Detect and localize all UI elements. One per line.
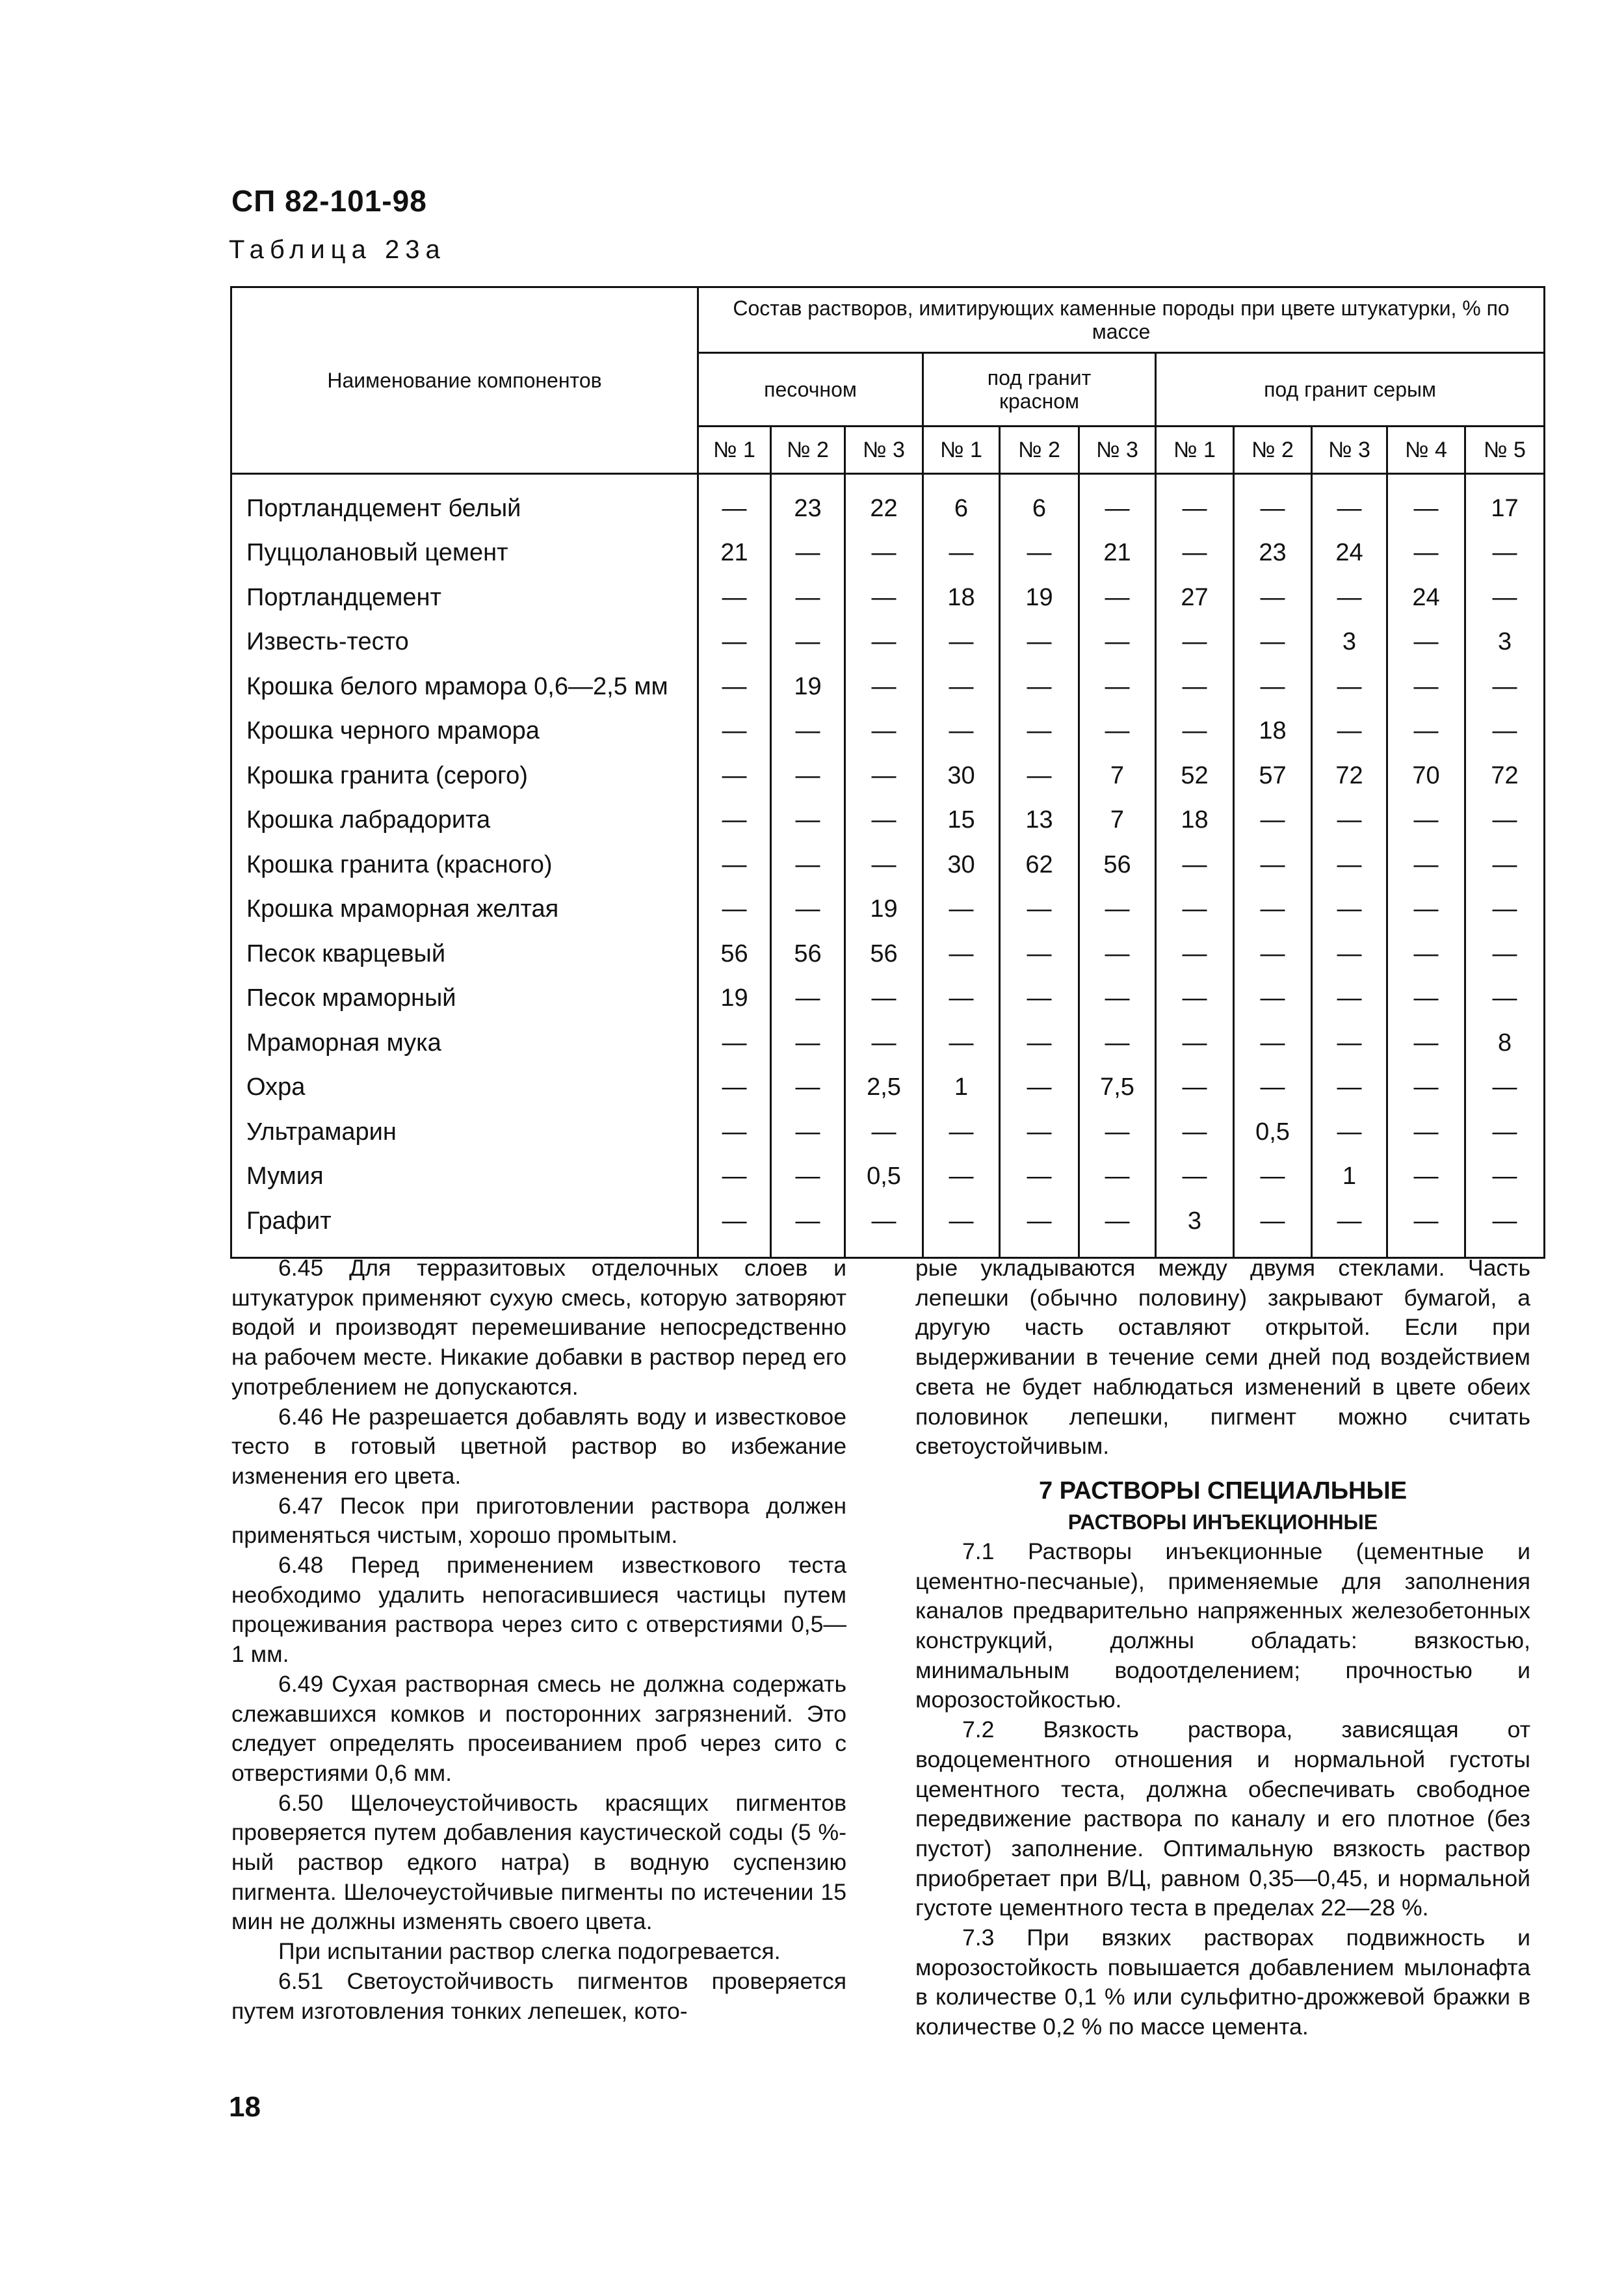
table-cell: 17 xyxy=(1465,474,1545,531)
table-cell: — xyxy=(923,709,1000,754)
table-cell: 30 xyxy=(923,754,1000,798)
table-cell: — xyxy=(1234,798,1312,843)
table-cell: — xyxy=(923,1199,1000,1257)
table-cell: — xyxy=(1387,888,1465,932)
component-name: Крошка лабрадорита xyxy=(231,798,698,843)
table-cell: 6 xyxy=(923,474,1000,531)
table-cell: — xyxy=(845,843,923,888)
table-cell: — xyxy=(771,798,845,843)
table-cell: — xyxy=(1465,1110,1545,1155)
table-cell: — xyxy=(771,709,845,754)
table-cell: — xyxy=(698,1199,771,1257)
paragraph-7-2: 7.2 Вязкость раствора, зависящая от водоцементного отношения и нормальной густоты цементного теста, должна обеспечивать свободное передвижение раствора по каналу и его плотное (без пустот) заполнение. Оптимальную вязкость раствор приобретает при В/Ц, равном 0,35—0,45, и нормальной густоте цементного теста в пределах 22—28 %. xyxy=(915,1716,1530,1921)
column-number-header: № 1 xyxy=(923,427,1000,474)
table-row xyxy=(231,474,1545,531)
table-cell: — xyxy=(1387,798,1465,843)
table-cell: — xyxy=(1465,798,1545,843)
table-row xyxy=(231,1110,1545,1155)
table-cell: — xyxy=(1312,664,1387,709)
table-cell: — xyxy=(1079,709,1156,754)
table-cell: 2,5 xyxy=(845,1066,923,1111)
table-row xyxy=(231,531,1545,576)
table-cell: — xyxy=(1156,977,1234,1021)
paragraph-6-51-continued: рые укладываются между двумя стеклами. Часть лепешки (обычно половину) закрывают бумагой, а другую часть оставляют открытой. Если при выдерживании в течение семи дней под воздействием света не будет наблюдаться изменений в цвете обеих половинок лепешки, пигмент можно считать светоустойчивым. xyxy=(915,1255,1530,1460)
table-cell: — xyxy=(1234,977,1312,1021)
table-cell: — xyxy=(1387,843,1465,888)
table-cell: — xyxy=(1312,843,1387,888)
table-cell: 56 xyxy=(771,932,845,977)
table-cell: — xyxy=(845,754,923,798)
table-row xyxy=(231,932,1545,977)
table-cell: — xyxy=(1234,888,1312,932)
table-cell: — xyxy=(1234,1199,1312,1257)
subgroup-header: под гранит серым xyxy=(1156,353,1545,427)
table-caption: Таблица 23а xyxy=(229,235,446,264)
component-name: Графит xyxy=(231,1199,698,1257)
table-cell: 21 xyxy=(698,531,771,576)
table-cell: — xyxy=(1156,843,1234,888)
table-cell: — xyxy=(1465,709,1545,754)
table-cell: — xyxy=(1312,1066,1387,1111)
table-row xyxy=(231,843,1545,888)
right-text-column xyxy=(915,1254,1530,2042)
table-cell: — xyxy=(923,1021,1000,1066)
table-cell: — xyxy=(923,1155,1000,1200)
table-cell: 27 xyxy=(1156,575,1234,620)
table-row xyxy=(231,1155,1545,1200)
table-cell: — xyxy=(1079,1199,1156,1257)
table-cell: — xyxy=(1156,531,1234,576)
component-name: Портландцемент xyxy=(231,575,698,620)
column-number-header: № 2 xyxy=(1234,427,1312,474)
table-cell: 6 xyxy=(1000,474,1079,531)
table-cell: — xyxy=(1156,620,1234,665)
table-cell: — xyxy=(845,1021,923,1066)
table-cell: — xyxy=(1465,575,1545,620)
table-cell: 1 xyxy=(923,1066,1000,1111)
paragraph-6-50-note: При испытании раствор слегка подогревается. xyxy=(278,1938,781,1965)
column-number-header: № 1 xyxy=(698,427,771,474)
column-number-header: № 5 xyxy=(1465,427,1545,474)
paragraph-6-45: 6.45 Для терразитовых отделочных слоев и штукатурок применяют сухую смесь, которую затворяют водой и производят перемешивание непосредственно на рабочем месте. Никакие добавки в раствор перед его употреблением не допускаются. xyxy=(231,1255,846,1400)
table-row xyxy=(231,709,1545,754)
table-cell: — xyxy=(1312,1199,1387,1257)
table-cell: 56 xyxy=(1079,843,1156,888)
table-cell: — xyxy=(1079,1110,1156,1155)
paragraph-6-51: 6.51 Светоустойчивость пигментов проверяется путем изготовления тонких лепешек, кото- xyxy=(231,1967,846,2024)
table-cell: — xyxy=(845,798,923,843)
table-cell: 3 xyxy=(1312,620,1387,665)
table-cell: — xyxy=(698,1110,771,1155)
table-cell: — xyxy=(771,1021,845,1066)
table-cell: — xyxy=(1387,531,1465,576)
table-cell: 0,5 xyxy=(845,1155,923,1200)
table-cell: 18 xyxy=(923,575,1000,620)
table-cell: 24 xyxy=(1387,575,1465,620)
table-cell: — xyxy=(1156,664,1234,709)
table-cell: — xyxy=(845,977,923,1021)
table-cell: — xyxy=(698,888,771,932)
component-name: Пуццолановый цемент xyxy=(231,531,698,576)
table-cell: — xyxy=(1387,474,1465,531)
table-cell: — xyxy=(1079,575,1156,620)
table-cell: — xyxy=(1465,843,1545,888)
table-cell: — xyxy=(698,1066,771,1111)
column-number-header: № 3 xyxy=(845,427,923,474)
component-name: Мумия xyxy=(231,1155,698,1200)
table-cell: 18 xyxy=(1156,798,1234,843)
paragraph-6-50: 6.50 Щелочеустойчивость красящих пигментов проверяется путем добавления каустической соды (5 %-ный раствор едкого натра) в водную суспензию пигмента. Шелочеустойчивые пигменты по истечении 15 мин не должны изменять своего цвета. xyxy=(231,1789,846,1935)
component-name: Крошка черного мрамора xyxy=(231,709,698,754)
table-cell: — xyxy=(1465,531,1545,576)
table-cell: — xyxy=(845,575,923,620)
component-name: Охра xyxy=(231,1066,698,1111)
column-number-header: № 4 xyxy=(1387,427,1465,474)
table-row xyxy=(231,575,1545,620)
table-cell: — xyxy=(1234,474,1312,531)
table-cell: — xyxy=(1312,798,1387,843)
table-cell: — xyxy=(1079,474,1156,531)
table-cell: 56 xyxy=(698,932,771,977)
table-row xyxy=(231,1021,1545,1066)
document-code: СП 82-101-98 xyxy=(231,184,427,218)
table-cell: — xyxy=(1465,1066,1545,1111)
table-cell: — xyxy=(923,1110,1000,1155)
table-cell: — xyxy=(1000,620,1079,665)
subsection-heading: РАСТВОРЫ ИНЪЕКЦИОННЫЕ xyxy=(1067,1510,1378,1534)
table-cell: — xyxy=(923,977,1000,1021)
table-cell: — xyxy=(1156,1155,1234,1200)
table-cell: — xyxy=(1234,1155,1312,1200)
table-cell: 3 xyxy=(1156,1199,1234,1257)
table-cell: — xyxy=(1312,977,1387,1021)
table-cell: — xyxy=(1312,932,1387,977)
table-cell: 24 xyxy=(1312,531,1387,576)
table-cell: — xyxy=(771,1066,845,1111)
table-cell: — xyxy=(1387,1199,1465,1257)
table-cell: — xyxy=(1234,1066,1312,1111)
table-cell: — xyxy=(1234,575,1312,620)
table-cell: — xyxy=(845,531,923,576)
table-row xyxy=(231,754,1545,798)
column-number-header: № 3 xyxy=(1312,427,1387,474)
table-cell: — xyxy=(1387,1110,1465,1155)
table-cell: 8 xyxy=(1465,1021,1545,1066)
paragraph-6-47: 6.47 Песок при приготовлении раствора должен применяться чистым, хорошо промытым. xyxy=(231,1492,846,1549)
table-cell: 7,5 xyxy=(1079,1066,1156,1111)
table-cell: 19 xyxy=(698,977,771,1021)
table-cell: 1 xyxy=(1312,1155,1387,1200)
component-name: Песок кварцевый xyxy=(231,932,698,977)
table-cell: — xyxy=(698,474,771,531)
table-cell: — xyxy=(771,1110,845,1155)
table-cell: — xyxy=(1000,1199,1079,1257)
table-cell: 23 xyxy=(1234,531,1312,576)
table-cell: — xyxy=(923,531,1000,576)
table-cell: — xyxy=(1387,1066,1465,1111)
table-cell: — xyxy=(1312,1021,1387,1066)
paragraph-6-46: 6.46 Не разрешается добавлять воду и известковое тесто в готовый цветной раствор во избежание изменения его цвета. xyxy=(231,1403,846,1489)
table-cell: — xyxy=(1465,1199,1545,1257)
table-cell: — xyxy=(1234,1021,1312,1066)
table-cell: — xyxy=(771,977,845,1021)
table-cell: — xyxy=(1000,531,1079,576)
table-cell: — xyxy=(1312,1110,1387,1155)
component-name: Крошка гранита (красного) xyxy=(231,843,698,888)
table-cell: — xyxy=(698,575,771,620)
table-cell: — xyxy=(1312,709,1387,754)
table-cell: — xyxy=(771,1155,845,1200)
table-cell: — xyxy=(1156,709,1234,754)
table-row xyxy=(231,620,1545,665)
page-number: 18 xyxy=(229,2091,261,2123)
table-cell: — xyxy=(1465,888,1545,932)
table-row xyxy=(231,1199,1545,1257)
table-cell: — xyxy=(845,620,923,665)
table-cell: — xyxy=(1387,620,1465,665)
table-cell: — xyxy=(845,664,923,709)
table-cell: — xyxy=(1387,932,1465,977)
table-cell: — xyxy=(1465,932,1545,977)
table-cell: — xyxy=(923,888,1000,932)
table-cell: 62 xyxy=(1000,843,1079,888)
table-cell: — xyxy=(771,888,845,932)
table-cell: — xyxy=(771,620,845,665)
table-cell: — xyxy=(1000,754,1079,798)
table-cell: — xyxy=(1079,1021,1156,1066)
paragraph-7-1: 7.1 Растворы инъекционные (цементные и цементно-песчаные), применяемые для заполнения каналов предварительно напряженных железобетонных конструкций, должны обладать: вязкостью, минимальным водоотделением; прочностью и морозостойкостью. xyxy=(915,1538,1530,1713)
group-header: Состав растворов, имитирующих каменные породы при цвете штукатурки, % по массе xyxy=(698,287,1545,353)
table-cell: — xyxy=(1156,1021,1234,1066)
table-cell: — xyxy=(1387,977,1465,1021)
table-cell: — xyxy=(1079,977,1156,1021)
table-cell: 22 xyxy=(845,474,923,531)
table-cell: — xyxy=(698,754,771,798)
paragraph-6-48: 6.48 Перед применением известкового теста необходимо удалить непогасившиеся частицы путем процеживания раствора через сито с отверстиями 0,5—1 мм. xyxy=(231,1552,846,1668)
table-cell: — xyxy=(923,664,1000,709)
table-cell: — xyxy=(698,1021,771,1066)
table-cell: — xyxy=(1387,664,1465,709)
table-cell: 52 xyxy=(1156,754,1234,798)
table-cell: 57 xyxy=(1234,754,1312,798)
table-cell: 21 xyxy=(1079,531,1156,576)
table-cell: 30 xyxy=(923,843,1000,888)
table-cell: — xyxy=(1000,932,1079,977)
subgroup-header: под гранит красном xyxy=(923,353,1156,427)
table-cell: — xyxy=(1156,474,1234,531)
table-row xyxy=(231,977,1545,1021)
table-cell: — xyxy=(1312,474,1387,531)
table-cell: 19 xyxy=(771,664,845,709)
table-cell: — xyxy=(1387,1021,1465,1066)
table-cell: 18 xyxy=(1234,709,1312,754)
subgroup-header: песочном xyxy=(698,353,923,427)
table-cell: — xyxy=(1079,888,1156,932)
column-number-header: № 2 xyxy=(771,427,845,474)
table-cell: — xyxy=(1000,1021,1079,1066)
table-cell: — xyxy=(1387,1155,1465,1200)
table-cell: — xyxy=(1000,709,1079,754)
table-cell: — xyxy=(1000,977,1079,1021)
table-row xyxy=(231,798,1545,843)
component-name: Портландцемент белый xyxy=(231,474,698,531)
component-header: Наименование компонентов xyxy=(231,287,698,474)
table-cell: — xyxy=(1000,1110,1079,1155)
table-cell: — xyxy=(1234,664,1312,709)
table-cell: — xyxy=(698,843,771,888)
table-cell: — xyxy=(771,1199,845,1257)
table-cell: — xyxy=(771,531,845,576)
table-cell: — xyxy=(845,709,923,754)
table-cell: — xyxy=(771,843,845,888)
section-heading: 7 РАСТВОРЫ СПЕЦИАЛЬНЫЕ xyxy=(1038,1477,1408,1505)
table-cell: — xyxy=(1465,664,1545,709)
table-cell: 19 xyxy=(845,888,923,932)
table-cell: — xyxy=(1079,932,1156,977)
table-cell: — xyxy=(1387,709,1465,754)
component-name: Мраморная мука xyxy=(231,1021,698,1066)
table-cell: — xyxy=(1000,1155,1079,1200)
table-cell: — xyxy=(1079,664,1156,709)
table-cell: — xyxy=(698,664,771,709)
table-row xyxy=(231,888,1545,932)
table-cell: 3 xyxy=(1465,620,1545,665)
component-name: Крошка гранита (серого) xyxy=(231,754,698,798)
table-cell: — xyxy=(771,575,845,620)
table-cell: — xyxy=(1156,1066,1234,1111)
table-cell: 72 xyxy=(1312,754,1387,798)
table-cell: — xyxy=(1000,888,1079,932)
table-cell: 0,5 xyxy=(1234,1110,1312,1155)
component-name: Ультрамарин xyxy=(231,1110,698,1155)
table-cell: — xyxy=(1465,1155,1545,1200)
table-cell: — xyxy=(845,1110,923,1155)
table-cell: — xyxy=(771,754,845,798)
table-cell: 7 xyxy=(1079,798,1156,843)
component-name: Песок мраморный xyxy=(231,977,698,1021)
table-cell: 13 xyxy=(1000,798,1079,843)
table-cell: — xyxy=(1079,1155,1156,1200)
paragraph-7-3: 7.3 При вязких растворах подвижность и морозостойкость повышается добавлением мылонафта в количестве 0,1 % или сульфитно-дрожжевой бражки в количестве 0,2 % по массе цемента. xyxy=(915,1925,1530,2040)
table-cell: 19 xyxy=(1000,575,1079,620)
table-cell: 72 xyxy=(1465,754,1545,798)
table-cell: — xyxy=(1465,977,1545,1021)
table-cell: — xyxy=(1156,888,1234,932)
table-cell: — xyxy=(1079,620,1156,665)
table-cell: — xyxy=(1234,932,1312,977)
table-cell: — xyxy=(698,1155,771,1200)
column-number-header: № 1 xyxy=(1156,427,1234,474)
composition-table xyxy=(230,286,1545,1259)
component-name: Известь-тесто xyxy=(231,620,698,665)
table-cell: — xyxy=(923,620,1000,665)
table-cell: 7 xyxy=(1079,754,1156,798)
table-cell: — xyxy=(1000,1066,1079,1111)
table-cell: 23 xyxy=(771,474,845,531)
component-name: Крошка белого мрамора 0,6—2,5 мм xyxy=(231,664,698,709)
table-cell: — xyxy=(1156,932,1234,977)
table-cell: — xyxy=(1000,664,1079,709)
table-cell: — xyxy=(698,709,771,754)
table-cell: 56 xyxy=(845,932,923,977)
left-text-column xyxy=(231,1254,846,2026)
table-cell: — xyxy=(1312,575,1387,620)
table-row xyxy=(231,1066,1545,1111)
table-cell: — xyxy=(923,932,1000,977)
table-cell: — xyxy=(1312,888,1387,932)
table-cell: — xyxy=(1234,843,1312,888)
column-number-header: № 3 xyxy=(1079,427,1156,474)
component-name: Крошка мраморная желтая xyxy=(231,888,698,932)
table-cell: — xyxy=(845,1199,923,1257)
table-cell: — xyxy=(698,620,771,665)
table-row xyxy=(231,664,1545,709)
column-number-header: № 2 xyxy=(1000,427,1079,474)
table-cell: 70 xyxy=(1387,754,1465,798)
table-cell: — xyxy=(698,798,771,843)
paragraph-6-49: 6.49 Сухая растворная смесь не должна содержать слежавшихся комков и посторонних загрязнений. Это следует определять просеиванием проб через сито с отверстиями 0,6 мм. xyxy=(231,1670,846,1786)
table-cell: 15 xyxy=(923,798,1000,843)
table-cell: — xyxy=(1234,620,1312,665)
table-cell: — xyxy=(1156,1110,1234,1155)
